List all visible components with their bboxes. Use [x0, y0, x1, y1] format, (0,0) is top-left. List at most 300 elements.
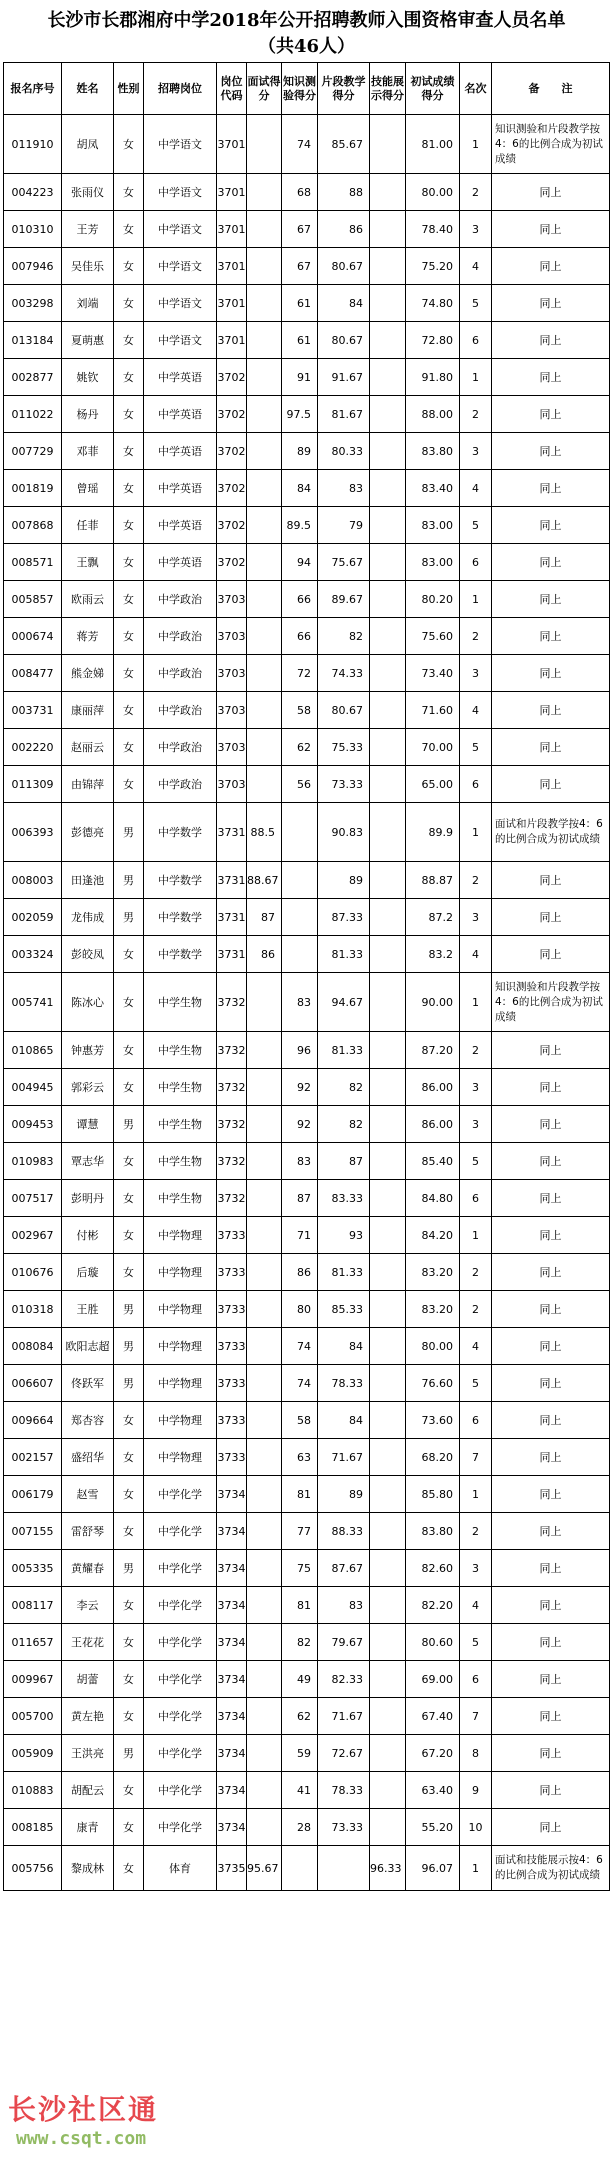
cell-teaching-score: 88	[318, 174, 370, 211]
cell-rank: 4	[460, 936, 492, 973]
cell-position-code: 3733	[217, 1328, 247, 1365]
cell-gender: 女	[114, 359, 144, 396]
cell-remark: 同上	[492, 729, 610, 766]
cell-gender: 女	[114, 1513, 144, 1550]
cell-knowledge-score: 58	[282, 1402, 318, 1439]
cell-gender: 女	[114, 692, 144, 729]
cell-skill-score	[370, 1809, 406, 1846]
cell-reg-no: 006607	[4, 1365, 62, 1402]
cell-name: 张雨仪	[62, 174, 114, 211]
cell-interview-score	[247, 729, 282, 766]
cell-initial-score: 67.20	[406, 1735, 460, 1772]
cell-skill-score	[370, 211, 406, 248]
cell-gender: 女	[114, 1032, 144, 1069]
cell-skill-score	[370, 1328, 406, 1365]
cell-knowledge-score: 94	[282, 544, 318, 581]
cell-remark: 同上	[492, 1291, 610, 1328]
cell-position: 中学生物	[144, 1180, 217, 1217]
cell-skill-score	[370, 1661, 406, 1698]
cell-teaching-score: 90.83	[318, 803, 370, 862]
cell-reg-no: 006179	[4, 1476, 62, 1513]
cell-remark: 同上	[492, 1143, 610, 1180]
cell-interview-score	[247, 211, 282, 248]
cell-gender: 女	[114, 1069, 144, 1106]
table-row	[4, 1698, 610, 1735]
table-row	[4, 1069, 610, 1106]
cell-gender: 女	[114, 581, 144, 618]
cell-initial-score: 96.07	[406, 1846, 460, 1891]
cell-reg-no: 002157	[4, 1439, 62, 1476]
cell-interview-score	[247, 655, 282, 692]
header-cell: 岗位代码	[217, 63, 247, 115]
cell-position-code: 3702	[217, 433, 247, 470]
cell-interview-score	[247, 618, 282, 655]
cell-knowledge-score: 92	[282, 1106, 318, 1143]
cell-initial-score: 87.20	[406, 1032, 460, 1069]
cell-position: 中学化学	[144, 1661, 217, 1698]
cell-position-code: 3731	[217, 803, 247, 862]
cell-remark: 同上	[492, 1513, 610, 1550]
cell-skill-score	[370, 1402, 406, 1439]
cell-position: 中学化学	[144, 1550, 217, 1587]
cell-gender: 女	[114, 655, 144, 692]
table-row	[4, 618, 610, 655]
cell-reg-no: 010983	[4, 1143, 62, 1180]
cell-knowledge-score: 75	[282, 1550, 318, 1587]
cell-position-code: 3731	[217, 899, 247, 936]
cell-skill-score	[370, 862, 406, 899]
cell-teaching-score: 86	[318, 211, 370, 248]
cell-position-code: 3733	[217, 1291, 247, 1328]
cell-rank: 2	[460, 618, 492, 655]
cell-reg-no: 011910	[4, 115, 62, 174]
cell-reg-no: 004223	[4, 174, 62, 211]
cell-remark: 同上	[492, 1476, 610, 1513]
table-row	[4, 1143, 610, 1180]
cell-interview-score	[247, 1661, 282, 1698]
table-row	[4, 1772, 610, 1809]
cell-name: 王飘	[62, 544, 114, 581]
cell-name: 彭皎凤	[62, 936, 114, 973]
table-row	[4, 1439, 610, 1476]
cell-knowledge-score: 89.5	[282, 507, 318, 544]
watermark-text: 长沙社区通	[8, 2093, 159, 2126]
cell-interview-score	[247, 1624, 282, 1661]
cell-name: 龙伟成	[62, 899, 114, 936]
cell-name: 田逢池	[62, 862, 114, 899]
cell-position: 中学语文	[144, 174, 217, 211]
cell-interview-score	[247, 322, 282, 359]
cell-position: 中学语文	[144, 322, 217, 359]
cell-position: 中学英语	[144, 359, 217, 396]
cell-knowledge-score: 96	[282, 1032, 318, 1069]
table-body	[4, 115, 610, 1891]
cell-interview-score	[247, 692, 282, 729]
cell-position: 中学政治	[144, 618, 217, 655]
cell-initial-score: 84.20	[406, 1217, 460, 1254]
cell-skill-score	[370, 285, 406, 322]
cell-knowledge-score: 83	[282, 973, 318, 1032]
table-row	[4, 729, 610, 766]
cell-interview-score	[247, 285, 282, 322]
cell-skill-score: 96.33	[370, 1846, 406, 1891]
cell-name: 黄左艳	[62, 1698, 114, 1735]
cell-teaching-score: 87.67	[318, 1550, 370, 1587]
cell-position-code: 3731	[217, 936, 247, 973]
table-row	[4, 1180, 610, 1217]
cell-reg-no: 009453	[4, 1106, 62, 1143]
page-title	[0, 0, 613, 60]
cell-position: 中学语文	[144, 285, 217, 322]
cell-knowledge-score: 97.5	[282, 396, 318, 433]
cell-initial-score: 89.9	[406, 803, 460, 862]
cell-position: 中学生物	[144, 1069, 217, 1106]
cell-reg-no: 000674	[4, 618, 62, 655]
cell-skill-score	[370, 1624, 406, 1661]
title-line-2: （共46人）	[257, 36, 356, 57]
table-row	[4, 1476, 610, 1513]
cell-position-code: 3733	[217, 1439, 247, 1476]
cell-reg-no: 003324	[4, 936, 62, 973]
cell-interview-score	[247, 1476, 282, 1513]
cell-knowledge-score: 67	[282, 248, 318, 285]
cell-position-code: 3731	[217, 862, 247, 899]
cell-remark: 同上	[492, 1698, 610, 1735]
cell-interview-score	[247, 115, 282, 174]
cell-name: 王胜	[62, 1291, 114, 1328]
cell-reg-no: 010883	[4, 1772, 62, 1809]
header-cell: 报名序号	[4, 63, 62, 115]
cell-remark: 同上	[492, 936, 610, 973]
cell-initial-score: 83.00	[406, 544, 460, 581]
cell-position: 中学政治	[144, 729, 217, 766]
cell-teaching-score: 87	[318, 1143, 370, 1180]
cell-initial-score: 83.20	[406, 1254, 460, 1291]
cell-name: 邓菲	[62, 433, 114, 470]
cell-name: 钟惠芳	[62, 1032, 114, 1069]
cell-teaching-score: 72.67	[318, 1735, 370, 1772]
table-row	[4, 1624, 610, 1661]
cell-position-code: 3701	[217, 322, 247, 359]
cell-position: 中学物理	[144, 1217, 217, 1254]
cell-rank: 9	[460, 1772, 492, 1809]
cell-position-code: 3703	[217, 766, 247, 803]
cell-position-code: 3702	[217, 544, 247, 581]
cell-interview-score: 87	[247, 899, 282, 936]
cell-position: 中学英语	[144, 470, 217, 507]
cell-position-code: 3732	[217, 1106, 247, 1143]
cell-position: 中学生物	[144, 973, 217, 1032]
cell-reg-no: 002059	[4, 899, 62, 936]
cell-position: 中学物理	[144, 1291, 217, 1328]
cell-teaching-score: 80.33	[318, 433, 370, 470]
cell-rank: 5	[460, 507, 492, 544]
cell-position: 中学生物	[144, 1106, 217, 1143]
cell-initial-score: 70.00	[406, 729, 460, 766]
cell-name: 雷舒琴	[62, 1513, 114, 1550]
cell-initial-score: 91.80	[406, 359, 460, 396]
cell-interview-score	[247, 1217, 282, 1254]
cell-knowledge-score	[282, 862, 318, 899]
cell-teaching-score: 85.33	[318, 1291, 370, 1328]
cell-knowledge-score	[282, 899, 318, 936]
table-header-row	[4, 63, 610, 115]
cell-interview-score	[247, 396, 282, 433]
cell-gender: 女	[114, 1217, 144, 1254]
cell-reg-no: 001819	[4, 470, 62, 507]
cell-interview-score	[247, 766, 282, 803]
cell-skill-score	[370, 1772, 406, 1809]
cell-rank: 6	[460, 1180, 492, 1217]
cell-name: 胡凤	[62, 115, 114, 174]
header-cell: 性别	[114, 63, 144, 115]
cell-teaching-score: 89	[318, 862, 370, 899]
cell-rank: 5	[460, 729, 492, 766]
cell-position: 中学生物	[144, 1143, 217, 1180]
cell-remark: 面试和片段教学按4：6的比例合成为初试成绩	[492, 803, 610, 862]
cell-position: 中学英语	[144, 544, 217, 581]
cell-position-code: 3734	[217, 1772, 247, 1809]
cell-rank: 6	[460, 322, 492, 359]
cell-position: 中学数学	[144, 862, 217, 899]
cell-remark: 同上	[492, 581, 610, 618]
header-cell: 招聘岗位	[144, 63, 217, 115]
cell-reg-no: 005909	[4, 1735, 62, 1772]
cell-skill-score	[370, 1513, 406, 1550]
cell-position: 中学语文	[144, 211, 217, 248]
cell-reg-no: 010310	[4, 211, 62, 248]
cell-interview-score	[247, 1106, 282, 1143]
cell-position-code: 3732	[217, 1032, 247, 1069]
cell-interview-score: 88.5	[247, 803, 282, 862]
table-row	[4, 1291, 610, 1328]
cell-teaching-score: 89.67	[318, 581, 370, 618]
cell-gender: 女	[114, 1661, 144, 1698]
cell-position: 中学物理	[144, 1439, 217, 1476]
cell-initial-score: 81.00	[406, 115, 460, 174]
cell-rank: 4	[460, 692, 492, 729]
cell-position: 中学化学	[144, 1809, 217, 1846]
cell-teaching-score: 75.67	[318, 544, 370, 581]
cell-teaching-score: 84	[318, 1328, 370, 1365]
cell-initial-score: 80.00	[406, 174, 460, 211]
cell-rank: 3	[460, 899, 492, 936]
cell-initial-score: 67.40	[406, 1698, 460, 1735]
cell-rank: 2	[460, 862, 492, 899]
cell-initial-score: 71.60	[406, 692, 460, 729]
cell-teaching-score: 81.33	[318, 1032, 370, 1069]
cell-interview-score	[247, 470, 282, 507]
cell-position: 中学物理	[144, 1254, 217, 1291]
cell-interview-score	[247, 1439, 282, 1476]
table-row	[4, 507, 610, 544]
cell-remark: 同上	[492, 1032, 610, 1069]
cell-skill-score	[370, 359, 406, 396]
cell-remark: 同上	[492, 1661, 610, 1698]
cell-teaching-score: 71.67	[318, 1439, 370, 1476]
cell-reg-no: 005741	[4, 973, 62, 1032]
cell-name: 陈冰心	[62, 973, 114, 1032]
table-row	[4, 1587, 610, 1624]
cell-remark: 同上	[492, 285, 610, 322]
cell-rank: 2	[460, 1291, 492, 1328]
cell-interview-score	[247, 1291, 282, 1328]
cell-skill-score	[370, 1217, 406, 1254]
cell-initial-score: 73.60	[406, 1402, 460, 1439]
cell-remark: 同上	[492, 1106, 610, 1143]
cell-rank: 1	[460, 803, 492, 862]
watermark-url: www.csqt.com	[16, 2128, 147, 2149]
cell-position: 中学化学	[144, 1772, 217, 1809]
cell-initial-score: 86.00	[406, 1069, 460, 1106]
cell-initial-score: 86.00	[406, 1106, 460, 1143]
cell-name: 曾瑶	[62, 470, 114, 507]
cell-knowledge-score: 87	[282, 1180, 318, 1217]
cell-teaching-score: 83	[318, 470, 370, 507]
cell-interview-score	[247, 1365, 282, 1402]
cell-remark: 同上	[492, 1402, 610, 1439]
cell-initial-score: 83.80	[406, 433, 460, 470]
cell-reg-no: 005335	[4, 1550, 62, 1587]
cell-teaching-score: 79	[318, 507, 370, 544]
table-row	[4, 470, 610, 507]
cell-knowledge-score	[282, 936, 318, 973]
table-row	[4, 899, 610, 936]
table-row	[4, 115, 610, 174]
cell-rank: 1	[460, 115, 492, 174]
cell-skill-score	[370, 581, 406, 618]
cell-reg-no: 006393	[4, 803, 62, 862]
cell-rank: 1	[460, 1476, 492, 1513]
cell-position: 中学物理	[144, 1365, 217, 1402]
cell-position: 中学化学	[144, 1587, 217, 1624]
cell-rank: 5	[460, 1365, 492, 1402]
table-row	[4, 1217, 610, 1254]
cell-skill-score	[370, 1476, 406, 1513]
cell-name: 欧雨云	[62, 581, 114, 618]
cell-name: 熊金娣	[62, 655, 114, 692]
cell-position-code: 3734	[217, 1809, 247, 1846]
cell-position: 中学物理	[144, 1402, 217, 1439]
cell-interview-score	[247, 1032, 282, 1069]
cell-position-code: 3701	[217, 174, 247, 211]
cell-skill-score	[370, 1587, 406, 1624]
cell-reg-no: 007517	[4, 1180, 62, 1217]
table-row	[4, 248, 610, 285]
cell-rank: 3	[460, 1550, 492, 1587]
cell-remark: 同上	[492, 1217, 610, 1254]
cell-gender: 女	[114, 174, 144, 211]
cell-rank: 8	[460, 1735, 492, 1772]
cell-reg-no: 008185	[4, 1809, 62, 1846]
cell-interview-score	[247, 359, 282, 396]
cell-skill-score	[370, 174, 406, 211]
cell-position-code: 3703	[217, 655, 247, 692]
cell-knowledge-score: 83	[282, 1143, 318, 1180]
cell-position-code: 3733	[217, 1402, 247, 1439]
cell-remark: 同上	[492, 692, 610, 729]
cell-initial-score: 82.60	[406, 1550, 460, 1587]
table-row	[4, 1735, 610, 1772]
cell-skill-score	[370, 973, 406, 1032]
cell-teaching-score	[318, 1846, 370, 1891]
cell-remark: 同上	[492, 1439, 610, 1476]
cell-gender: 女	[114, 1698, 144, 1735]
cell-position: 中学英语	[144, 396, 217, 433]
table-row	[4, 211, 610, 248]
header-cell: 面试得分	[247, 63, 282, 115]
cell-gender: 女	[114, 322, 144, 359]
cell-initial-score: 90.00	[406, 973, 460, 1032]
cell-position-code: 3701	[217, 211, 247, 248]
cell-position-code: 3732	[217, 1143, 247, 1180]
cell-remark: 同上	[492, 248, 610, 285]
cell-rank: 3	[460, 1106, 492, 1143]
cell-remark: 同上	[492, 174, 610, 211]
cell-position: 中学化学	[144, 1476, 217, 1513]
header-cell: 技能展示得分	[370, 63, 406, 115]
cell-position-code: 3703	[217, 729, 247, 766]
cell-name: 彭明丹	[62, 1180, 114, 1217]
cell-name: 王花花	[62, 1624, 114, 1661]
cell-initial-score: 83.40	[406, 470, 460, 507]
header-cell: 片段教学得分	[318, 63, 370, 115]
cell-gender: 男	[114, 1106, 144, 1143]
cell-name: 后璇	[62, 1254, 114, 1291]
table-row	[4, 1661, 610, 1698]
cell-name: 由锦萍	[62, 766, 114, 803]
cell-reg-no: 008477	[4, 655, 62, 692]
cell-gender: 男	[114, 1735, 144, 1772]
header-cell: 知识测验得分	[282, 63, 318, 115]
cell-position-code: 3734	[217, 1550, 247, 1587]
cell-rank: 1	[460, 359, 492, 396]
cell-name: 王洪亮	[62, 1735, 114, 1772]
cell-teaching-score: 87.33	[318, 899, 370, 936]
cell-initial-score: 65.00	[406, 766, 460, 803]
cell-position-code: 3703	[217, 581, 247, 618]
cell-teaching-score: 80.67	[318, 248, 370, 285]
cell-position-code: 3732	[217, 1180, 247, 1217]
cell-skill-score	[370, 1143, 406, 1180]
cell-gender: 女	[114, 1809, 144, 1846]
cell-skill-score	[370, 729, 406, 766]
table-row	[4, 862, 610, 899]
cell-name: 黎成林	[62, 1846, 114, 1891]
cell-name: 郭彩云	[62, 1069, 114, 1106]
cell-position: 中学数学	[144, 936, 217, 973]
cell-position-code: 3702	[217, 507, 247, 544]
cell-teaching-score: 78.33	[318, 1365, 370, 1402]
cell-interview-score	[247, 1809, 282, 1846]
cell-interview-score	[247, 973, 282, 1032]
cell-knowledge-score: 86	[282, 1254, 318, 1291]
cell-gender: 女	[114, 248, 144, 285]
cell-position-code: 3734	[217, 1513, 247, 1550]
cell-name: 郑杏容	[62, 1402, 114, 1439]
cell-position-code: 3732	[217, 973, 247, 1032]
cell-remark: 同上	[492, 359, 610, 396]
table-row	[4, 359, 610, 396]
cell-position-code: 3734	[217, 1698, 247, 1735]
cell-gender: 女	[114, 1772, 144, 1809]
cell-position-code: 3703	[217, 618, 247, 655]
header-cell: 备 注	[492, 63, 610, 115]
cell-skill-score	[370, 544, 406, 581]
cell-gender: 女	[114, 544, 144, 581]
cell-skill-score	[370, 618, 406, 655]
cell-position: 中学英语	[144, 433, 217, 470]
